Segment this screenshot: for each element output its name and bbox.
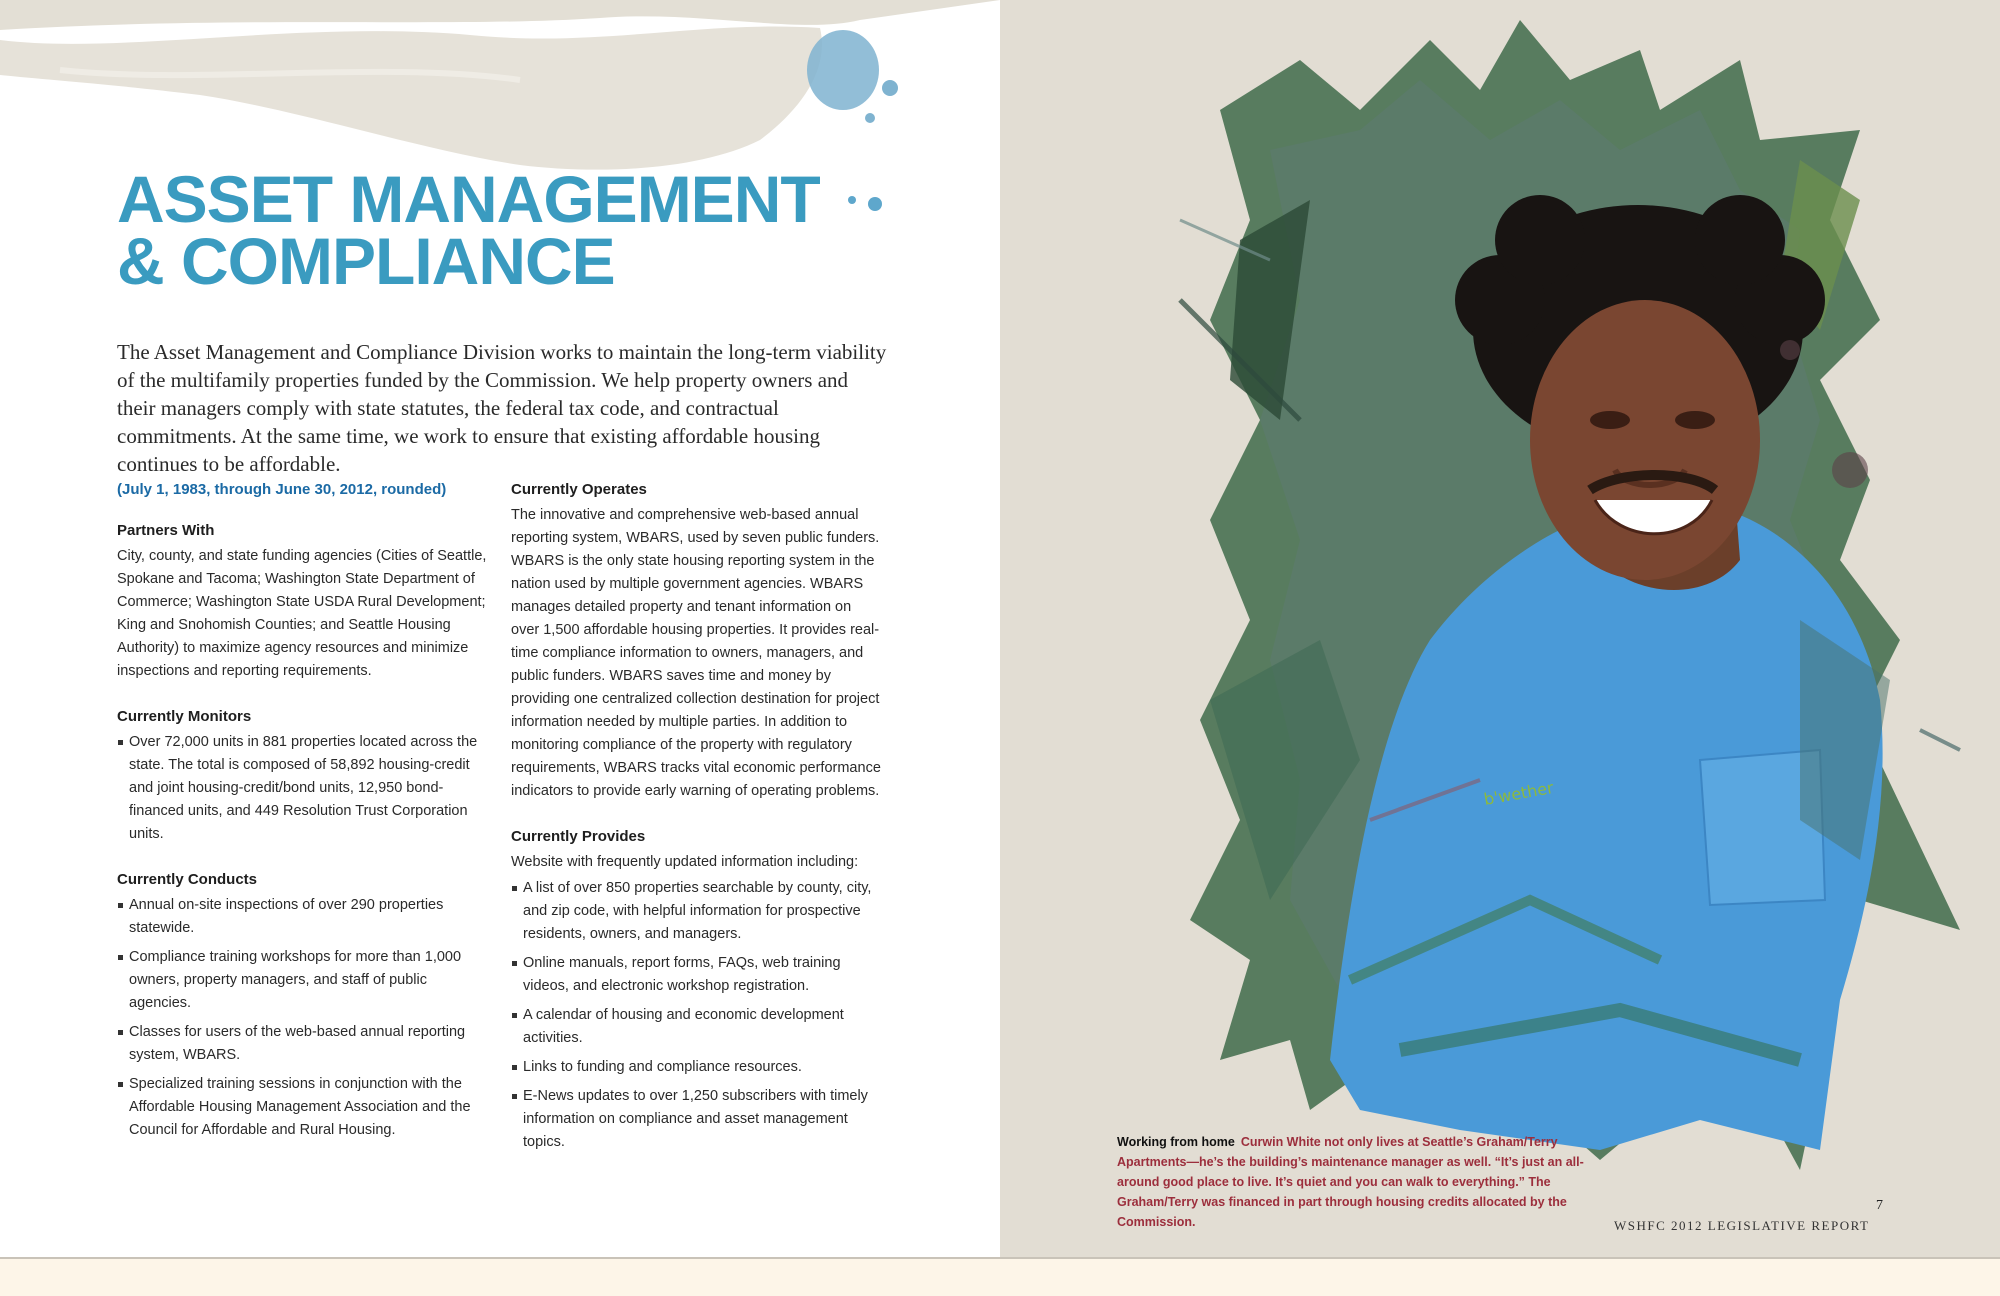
provides-intro: Website with frequently updated information including: [511, 854, 859, 870]
partners-text: City, county, and state funding agencies (Cities of Seattle, Spokane and Tacoma; Washington State Department of Commerce; Washington State USDA Rural Development; King and Snohomish Counties; and Seattle Housing Authority) to maximize agency resources and minimize inspections and reporting requirements. [117, 548, 487, 679]
page-title [117, 162, 820, 298]
partners-heading: Partners With [117, 522, 215, 539]
caption-lead: Working from home [1117, 1135, 1235, 1149]
conducts-list [117, 894, 487, 1142]
list-item: Specialized training sessions in conjunction with the Affordable Housing Management Association and the Council for Affordable and Rural Housing. [117, 1073, 487, 1142]
portrait-photo [1100, 0, 1980, 1230]
photo-caption [1117, 1132, 1597, 1232]
intro-paragraph: The Asset Management and Compliance Division works to maintain the long-term viability of the multifamily properties funded by the Commission. We help property owners and their managers comply with state statutes, the federal tax code, and contractual commitments. At the same time, we work to ensure that existing affordable housing continues to be affordable. [117, 340, 887, 476]
right-page [1000, 0, 2000, 1257]
title-line-1: ASSET MANAGEMENT [117, 162, 820, 236]
operates-section [511, 478, 881, 803]
monitors-heading: Currently Monitors [117, 708, 252, 725]
bottom-edge [0, 1257, 2000, 1296]
list-item: Over 72,000 units in 881 properties located across the state. The total is composed of 58,892 housing-credit and joint housing-credit/bond units, 12,950 bond-financed units, and 449 Resolution Trust Corporation units. [117, 731, 487, 846]
operates-text: The innovative and comprehensive web-based annual reporting system, WBARS, used by seven public funders. WBARS is the only state housing reporting system in the nation used by multiple government agencies. WBARS manages detailed property and tenant information on over 1,500 affordable housing properties. It provides real-time compliance information to owners, managers, and public funders. WBARS saves time and money by providing one centralized collection destination for project information needed by multiple parties. In addition to monitoring compliance of the property with regulatory requirements, WBARS tracks vital economic performance indicators to provide early warning of operating problems. [511, 507, 881, 799]
list-item: Classes for users of the web-based annual reporting system, WBARS. [117, 1021, 487, 1067]
right-column [511, 478, 881, 1176]
list-item: A calendar of housing and economic development activities. [511, 1004, 881, 1050]
provides-section [511, 825, 881, 1154]
provides-heading: Currently Provides [511, 828, 646, 845]
operates-heading: Currently Operates [511, 481, 647, 498]
left-page [0, 0, 1000, 1257]
list-item: E-News updates to over 1,250 subscribers with timely information on compliance and asset management topics. [511, 1085, 881, 1154]
list-item: Annual on-site inspections of over 290 properties statewide. [117, 894, 487, 940]
list-item: Compliance training workshops for more than 1,000 owners, property managers, and staff of public agencies. [117, 946, 487, 1015]
monitors-section [117, 705, 487, 846]
list-item: Online manuals, report forms, FAQs, web training videos, and electronic workshop registration. [511, 952, 881, 998]
list-item: A list of over 850 properties searchable by county, city, and zip code, with helpful information for prospective residents, owners, and managers. [511, 877, 881, 946]
left-column [117, 478, 487, 1164]
title-line-2: & COMPLIANCE [117, 224, 615, 298]
provides-list [511, 877, 881, 1154]
partners-section [117, 519, 487, 683]
monitors-list [117, 731, 487, 846]
dates-note: (July 1, 1983, through June 30, 2012, rounded) [117, 481, 447, 498]
caption-text: Curwin White not only lives at Seattle’s Graham/Terry Apartments—he’s the building’s maintenance manager as well. “It’s just an all-around good place to live. It’s quiet and you can walk to everything.” The Graham/Terry was financed in part through housing credits allocated by the Commission. [1117, 1135, 1584, 1229]
shirt-print: b'wether [1482, 778, 1555, 809]
list-item: Links to funding and compliance resources. [511, 1056, 881, 1079]
conducts-heading: Currently Conducts [117, 871, 258, 888]
page-number: 7 [1876, 1198, 1883, 1213]
conducts-section [117, 868, 487, 1142]
footer-text: WSHFC 2012 LEGISLATIVE REPORT [1614, 1218, 1870, 1233]
